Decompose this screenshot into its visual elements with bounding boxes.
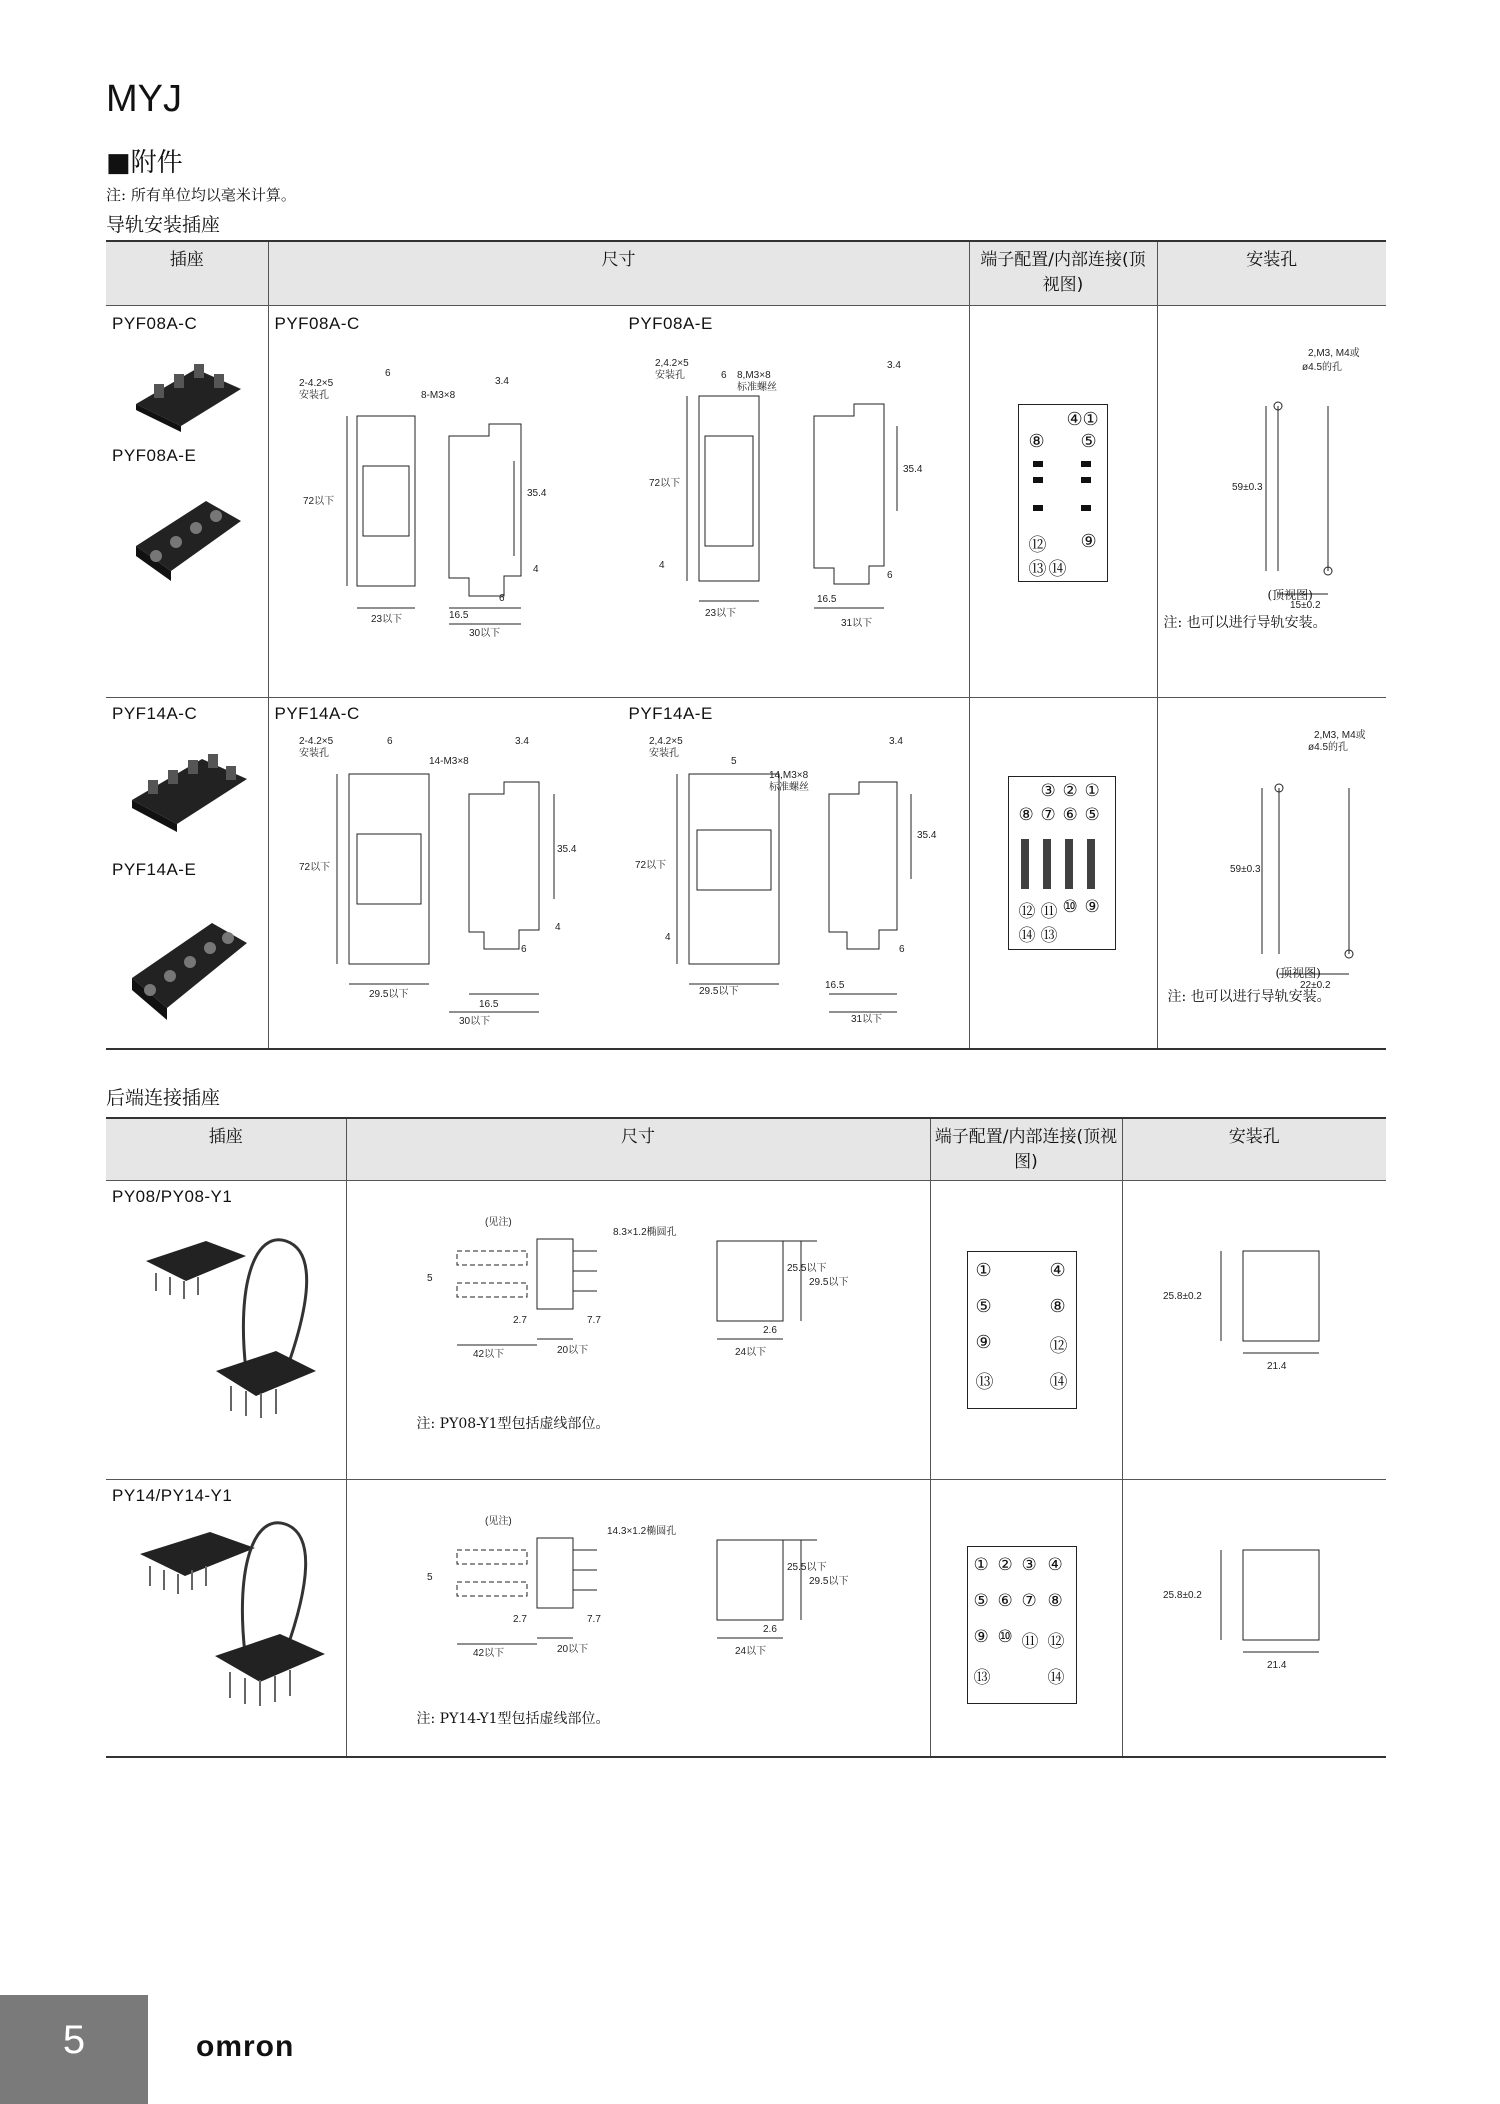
socket-photo	[136, 1221, 336, 1461]
dim-label: 35.4	[526, 487, 546, 499]
terminal-number: ⑨	[975, 1332, 992, 1354]
dimension-cell	[268, 697, 969, 1049]
dim-label: 20以下	[556, 1644, 588, 1656]
dim-label: 72以下	[648, 477, 680, 489]
terminal-diagram	[967, 1251, 1077, 1409]
mounting-cell	[1157, 305, 1386, 697]
page-title: MYJ	[106, 78, 182, 120]
dim-label: 42以下	[472, 1349, 504, 1361]
socket-photo	[130, 1514, 340, 1754]
socket-photo	[122, 898, 252, 1028]
dim-label: 29.5以下	[808, 1576, 848, 1588]
dim-label: 29.5以下	[698, 985, 738, 997]
dim-label: 3.4	[494, 375, 509, 387]
terminal-number: ①	[1084, 780, 1100, 801]
dim-label: 59±0.3	[1229, 863, 1261, 875]
col-header-dimensions: 尺寸	[268, 241, 969, 305]
section-heading: ■附件	[106, 148, 183, 178]
dim-label: 16.5	[448, 609, 468, 621]
dim-label: 24以下	[734, 1347, 766, 1359]
terminal-number: ⑤	[975, 1296, 992, 1318]
dimension-note: 注: PY08-Y1型包括虚线部位。	[416, 1416, 610, 1433]
dimension-cell	[346, 1480, 930, 1757]
dim-label: 16.5	[478, 998, 498, 1010]
dim-label: 23以下	[704, 607, 736, 619]
terminal-cell	[930, 1181, 1122, 1480]
dim-label: 22±0.2	[1299, 979, 1331, 988]
hole-label: 2,M3, M4或	[1307, 347, 1360, 359]
terminal-number: ①	[973, 1555, 989, 1576]
terminal-number: ⑧	[1028, 430, 1045, 452]
dim-label: 2.7	[512, 1315, 527, 1327]
terminal-cell	[969, 305, 1157, 697]
view-label: (顶视图)	[1275, 965, 1321, 980]
col-header-dimensions: 尺寸	[346, 1118, 930, 1181]
hole-label: 2,M3, M4或	[1313, 729, 1366, 741]
holes-label: 安装孔	[298, 389, 329, 401]
terminal-number: ⑪	[1040, 901, 1058, 922]
back-section-title: 后端连接插座	[106, 1087, 221, 1109]
unit-note: 注: 所有单位均以毫米计算。	[106, 186, 296, 204]
mounting-cell	[1122, 1181, 1386, 1480]
socket-model: PY14/PY14-Y1	[112, 1486, 233, 1506]
socket-model-e: PYF14A-E	[112, 859, 197, 879]
socket-photo	[122, 734, 252, 834]
dim-label: 3.4	[886, 359, 901, 371]
terminal-number: ⑫	[1049, 1336, 1068, 1358]
dim-label: 31以下	[840, 617, 872, 629]
dim-label: 72以下	[302, 495, 334, 507]
terminal-number: ③	[1040, 780, 1056, 801]
dim-label: 16.5	[824, 979, 844, 991]
dim-label: 23以下	[370, 613, 402, 625]
dim-label: 35.4	[916, 829, 936, 841]
terminal-number: ⑫	[1028, 534, 1047, 556]
dim-label: 7.7	[586, 1614, 601, 1626]
terminal-number: ⑤	[973, 1591, 989, 1612]
terminal-number: ⑨	[1084, 896, 1100, 917]
terminal-number: ③	[1021, 1555, 1037, 1576]
col-header-mounting: 安装孔	[1157, 241, 1386, 305]
terminal-diagram	[1008, 776, 1116, 950]
mounting-drawing	[1143, 1241, 1373, 1381]
dim-label: 20以下	[556, 1345, 588, 1357]
dim-label: 72以下	[634, 859, 666, 871]
mounting-drawing	[1178, 336, 1378, 626]
dim-label: 25.5以下	[786, 1562, 826, 1574]
dim-label: 42以下	[472, 1648, 504, 1660]
dim-label: 30以下	[458, 1015, 490, 1027]
dim-label: 24以下	[734, 1646, 766, 1658]
col-header-terminals: 端子配置/内部连接(顶视图)	[969, 241, 1157, 305]
screw-label: 8,M3×8	[736, 369, 771, 381]
terminal-number: ⑧	[1018, 804, 1034, 825]
dim-label: 4	[554, 921, 561, 933]
dim-label: 2.6	[762, 1325, 777, 1337]
col-header-mounting: 安装孔	[1122, 1118, 1386, 1181]
socket-cell	[106, 1480, 346, 1757]
socket-cell	[106, 305, 268, 697]
dim-label: 6	[520, 943, 527, 955]
dimension-drawing	[417, 1211, 917, 1381]
dimension-note: 注: PY14-Y1型包括虚线部位。	[416, 1711, 610, 1728]
socket-model-e: PYF08A-E	[112, 445, 197, 465]
dimension-drawing-e	[629, 346, 959, 686]
page-number: 5	[62, 2018, 86, 2062]
dim-label: 29.5以下	[808, 1277, 848, 1289]
holes-label: 安装孔	[654, 369, 685, 381]
dim-label: 30以下	[468, 627, 500, 639]
dim-label: 29.5以下	[368, 988, 408, 1000]
terminal-diagram	[967, 1546, 1077, 1704]
hole-label: ø4.5的孔	[1307, 741, 1348, 753]
dim-label: 15±0.2	[1289, 599, 1321, 611]
dim-label: 2.7	[512, 1614, 527, 1626]
socket-model-c: PYF14A-C	[112, 703, 198, 723]
rail-socket-table	[106, 240, 1386, 1050]
dim-label: 21.4	[1266, 1660, 1286, 1672]
dim-label: 31以下	[850, 1013, 882, 1025]
socket-model-c: PYF08A-C	[112, 313, 198, 333]
terminal-number: ⑭	[1018, 925, 1036, 946]
terminal-number: ②	[997, 1555, 1013, 1576]
dim-title-e: PYF14A-E	[628, 703, 713, 723]
dim-label: 4	[664, 931, 671, 943]
slot-label: 8.3×1.2椭圆孔	[612, 1227, 677, 1239]
dim-label: 7.7	[586, 1315, 601, 1327]
dim-label: 25.8±0.2	[1162, 1590, 1202, 1602]
terminal-number: ⑪	[1021, 1632, 1039, 1653]
dim-title-e: PYF08A-E	[628, 313, 713, 333]
terminal-number: ⑬	[975, 1372, 994, 1394]
dimension-cell	[268, 305, 969, 697]
dim-label: 4	[532, 563, 539, 575]
table-row	[106, 305, 1386, 697]
socket-photo	[126, 476, 246, 586]
mounting-drawing	[1174, 728, 1384, 988]
dim-title-c: PYF14A-C	[274, 703, 360, 723]
holes-label: 2-4.2×5	[298, 735, 333, 747]
dim-label: 21.4	[1266, 1361, 1286, 1373]
dimension-drawing-e	[629, 734, 959, 1044]
terminal-number: ⑭	[1047, 1668, 1065, 1689]
rail-section-title: 导轨安装插座	[106, 214, 221, 236]
terminal-number: ⑥	[997, 1591, 1013, 1612]
hole-label: ø4.5的孔	[1301, 361, 1342, 373]
dim-label: 6	[386, 735, 393, 747]
col-header-socket: 插座	[106, 241, 268, 305]
terminal-number: ⑦	[1021, 1591, 1037, 1612]
terminal-number: ⑩	[997, 1627, 1013, 1648]
mount-note: 注: 也可以进行导轨安装。	[1163, 614, 1327, 631]
terminal-number: ④	[1066, 408, 1083, 430]
dim-label: 6	[384, 367, 391, 379]
dim-label: 6	[898, 943, 905, 955]
dim-label: 6	[720, 369, 727, 381]
terminal-number: ⑬	[1028, 558, 1047, 580]
dim-label: 25.8±0.2	[1162, 1291, 1202, 1303]
socket-cell	[106, 697, 268, 1049]
terminal-number: ⑫	[1018, 901, 1036, 922]
terminal-cell	[969, 697, 1157, 1049]
holes-label: 2,4.2×5	[654, 357, 689, 369]
socket-photo	[126, 344, 246, 434]
terminal-number: ⑦	[1040, 804, 1056, 825]
dim-label: 3.4	[514, 735, 529, 747]
screw-label: 14-M3×8	[428, 755, 469, 767]
dim-label: 5	[426, 1572, 433, 1584]
socket-cell	[106, 1181, 346, 1480]
terminal-number: ⑨	[973, 1627, 989, 1648]
terminal-number: ⑧	[1049, 1296, 1066, 1318]
holes-label: 安装孔	[648, 747, 679, 759]
dim-label: 35.4	[556, 843, 576, 855]
col-header-socket: 插座	[106, 1118, 346, 1181]
screw-label: 14,M3×8	[768, 769, 808, 781]
dim-label: 4	[658, 559, 665, 571]
dim-label: 5	[730, 755, 737, 767]
screw-label: 标准螺丝	[768, 781, 809, 793]
terminal-number: ⑧	[1047, 1591, 1063, 1612]
terminal-number: ⑬	[973, 1668, 991, 1689]
dim-label: 72以下	[298, 861, 330, 873]
holes-label: 安装孔	[298, 747, 329, 759]
terminal-cell	[930, 1480, 1122, 1757]
table-row	[106, 1480, 1386, 1757]
terminal-number: ①	[1082, 408, 1099, 430]
brand-logo: omron	[196, 2030, 295, 2063]
dim-label: 25.5以下	[786, 1263, 826, 1275]
mounting-cell	[1122, 1480, 1386, 1757]
note-ref: (见注)	[484, 1217, 512, 1229]
note-ref: (见注)	[484, 1516, 512, 1528]
terminal-number: ①	[975, 1260, 992, 1282]
mount-note: 注: 也可以进行导轨安装。	[1167, 988, 1331, 1005]
dim-label: 6	[886, 569, 893, 581]
dim-label: 6	[498, 592, 505, 604]
screw-label: 标准螺丝	[736, 381, 777, 393]
terminal-number: ④	[1049, 1260, 1066, 1282]
table-row	[106, 1181, 1386, 1480]
terminal-number: ⑨	[1080, 530, 1097, 552]
terminal-number: ④	[1047, 1555, 1063, 1576]
back-socket-table	[106, 1117, 1386, 1758]
dim-label: 16.5	[816, 593, 836, 605]
terminal-number: ⑤	[1080, 430, 1097, 452]
dimension-drawing-c	[299, 346, 599, 686]
mounting-drawing	[1143, 1540, 1373, 1680]
terminal-number: ⑫	[1047, 1632, 1065, 1653]
dim-label: 5	[426, 1273, 433, 1285]
dimension-drawing-c	[299, 734, 599, 1044]
screw-label: 8-M3×8	[420, 389, 455, 401]
col-header-terminals: 端子配置/内部连接(顶视图)	[930, 1118, 1122, 1181]
holes-label: 2-4.2×5	[298, 377, 333, 389]
dim-title-c: PYF08A-C	[274, 313, 360, 333]
view-label: (顶视图)	[1267, 587, 1313, 602]
holes-label: 2,4.2×5	[648, 735, 683, 747]
dim-label: 35.4	[902, 463, 922, 475]
terminal-number: ⑥	[1062, 804, 1078, 825]
terminal-number: ⑤	[1084, 804, 1100, 825]
terminal-number: ⑩	[1062, 896, 1078, 917]
mounting-cell	[1157, 697, 1386, 1049]
terminal-number: ⑭	[1049, 1372, 1068, 1394]
dim-label: 3.4	[888, 735, 903, 747]
slot-label: 14.3×1.2椭圆孔	[606, 1526, 676, 1538]
terminal-number: ②	[1062, 780, 1078, 801]
terminal-number: ⑬	[1040, 925, 1058, 946]
dimension-drawing	[417, 1510, 917, 1680]
dim-label: 2.6	[762, 1624, 777, 1636]
dim-label: 59±0.3	[1231, 481, 1263, 493]
socket-model: PY08/PY08-Y1	[112, 1187, 233, 1207]
table-row	[106, 697, 1386, 1049]
dimension-cell	[346, 1181, 930, 1480]
terminal-diagram	[1018, 404, 1108, 582]
terminal-number: ⑭	[1048, 558, 1067, 580]
